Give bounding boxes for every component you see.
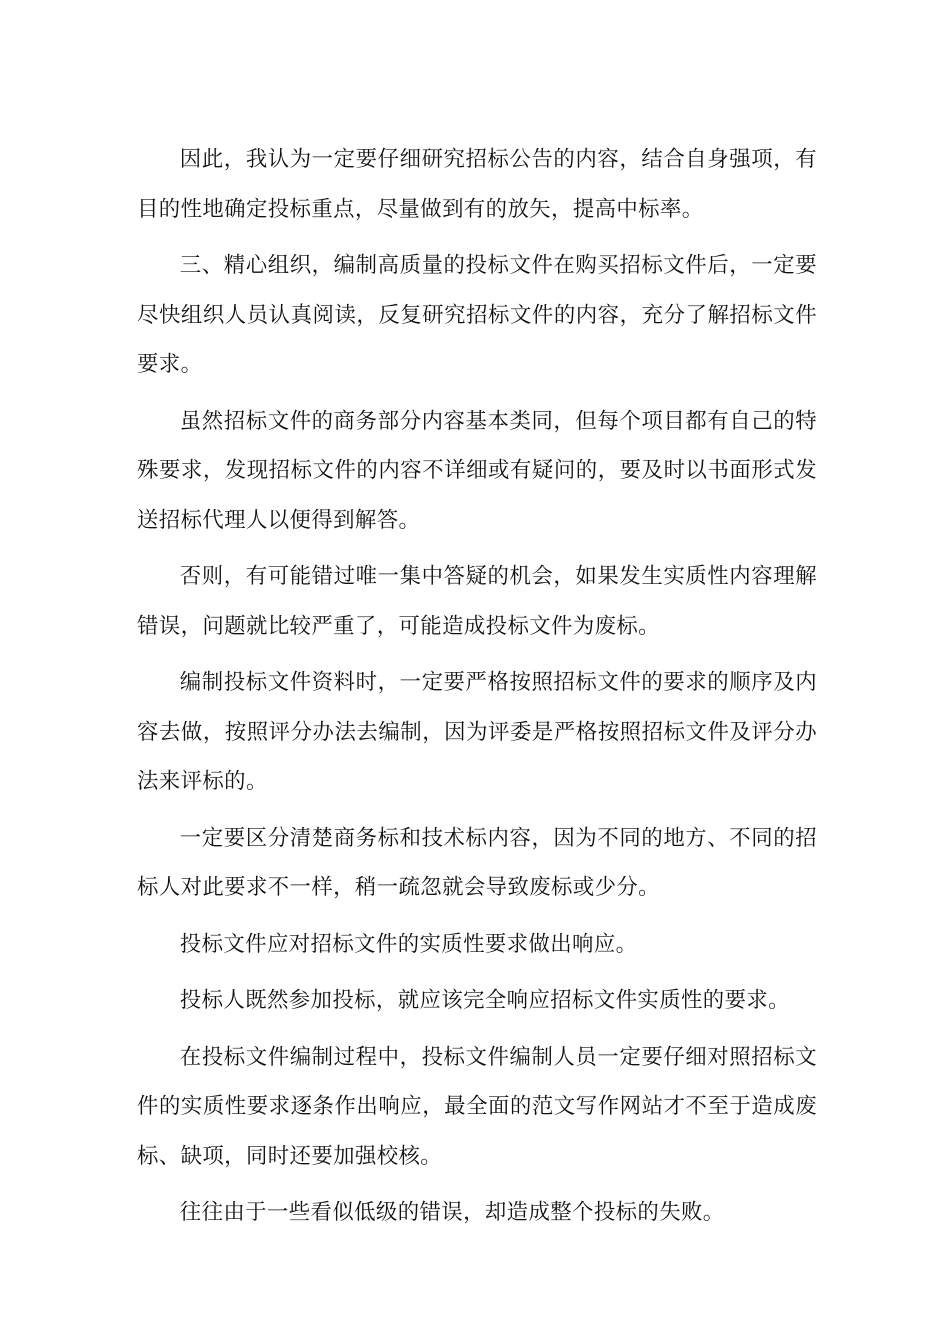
paragraph: 投标人既然参加投标，就应该完全响应招标文件实质性的要求。: [179, 988, 790, 1013]
paragraph: 往往由于一些看似低级的错误，却造成整个投标的失败。: [179, 1200, 725, 1225]
paragraph: 三、精心组织，编制高质量的投标文件在购买招标文件后，一定要尽快组织人员认真阅读，反复研究招标文件的内容，充分了解招标文件要求。: [137, 253, 817, 377]
paragraph: 否则，有可能错过唯一集中答疑的机会，如果发生实质性内容理解错误，问题就比较严重了，可能造成投标文件为废标。: [137, 564, 817, 639]
paragraph: 编制投标文件资料时，一定要严格按照招标文件的要求的顺序及内容去做，按照评分办法去编制，因为评委是严格按照招标文件及评分办法来评标的。: [137, 670, 817, 794]
document-body: [137, 135, 817, 1245]
paragraph: 投标文件应对招标文件的实质性要求做出响应。: [179, 931, 638, 957]
paragraph: 虽然招标文件的商务部分内容基本类同，但每个项目都有自己的特殊要求，发现招标文件的内容不详细或有疑问的，要及时以书面形式发送招标代理人以便得到解答。: [137, 408, 817, 533]
paragraph: 在投标文件编制过程中，投标文件编制人员一定要仔细对照招标文件的实质性要求逐条作出响应，最全面的范文写作网站才不至于造成废标、缺项，同时还要加强校核。: [137, 1044, 817, 1169]
paragraph: 因此，我认为一定要仔细研究招标公告的内容，结合自身强项，有目的性地确定投标重点，尽量做到有的放矢，提高中标率。: [137, 147, 817, 222]
paragraph: 一定要区分清楚商务标和技术标内容，因为不同的地方、不同的招标人对此要求不一样，稍一疏忽就会导致废标或少分。: [137, 825, 817, 900]
